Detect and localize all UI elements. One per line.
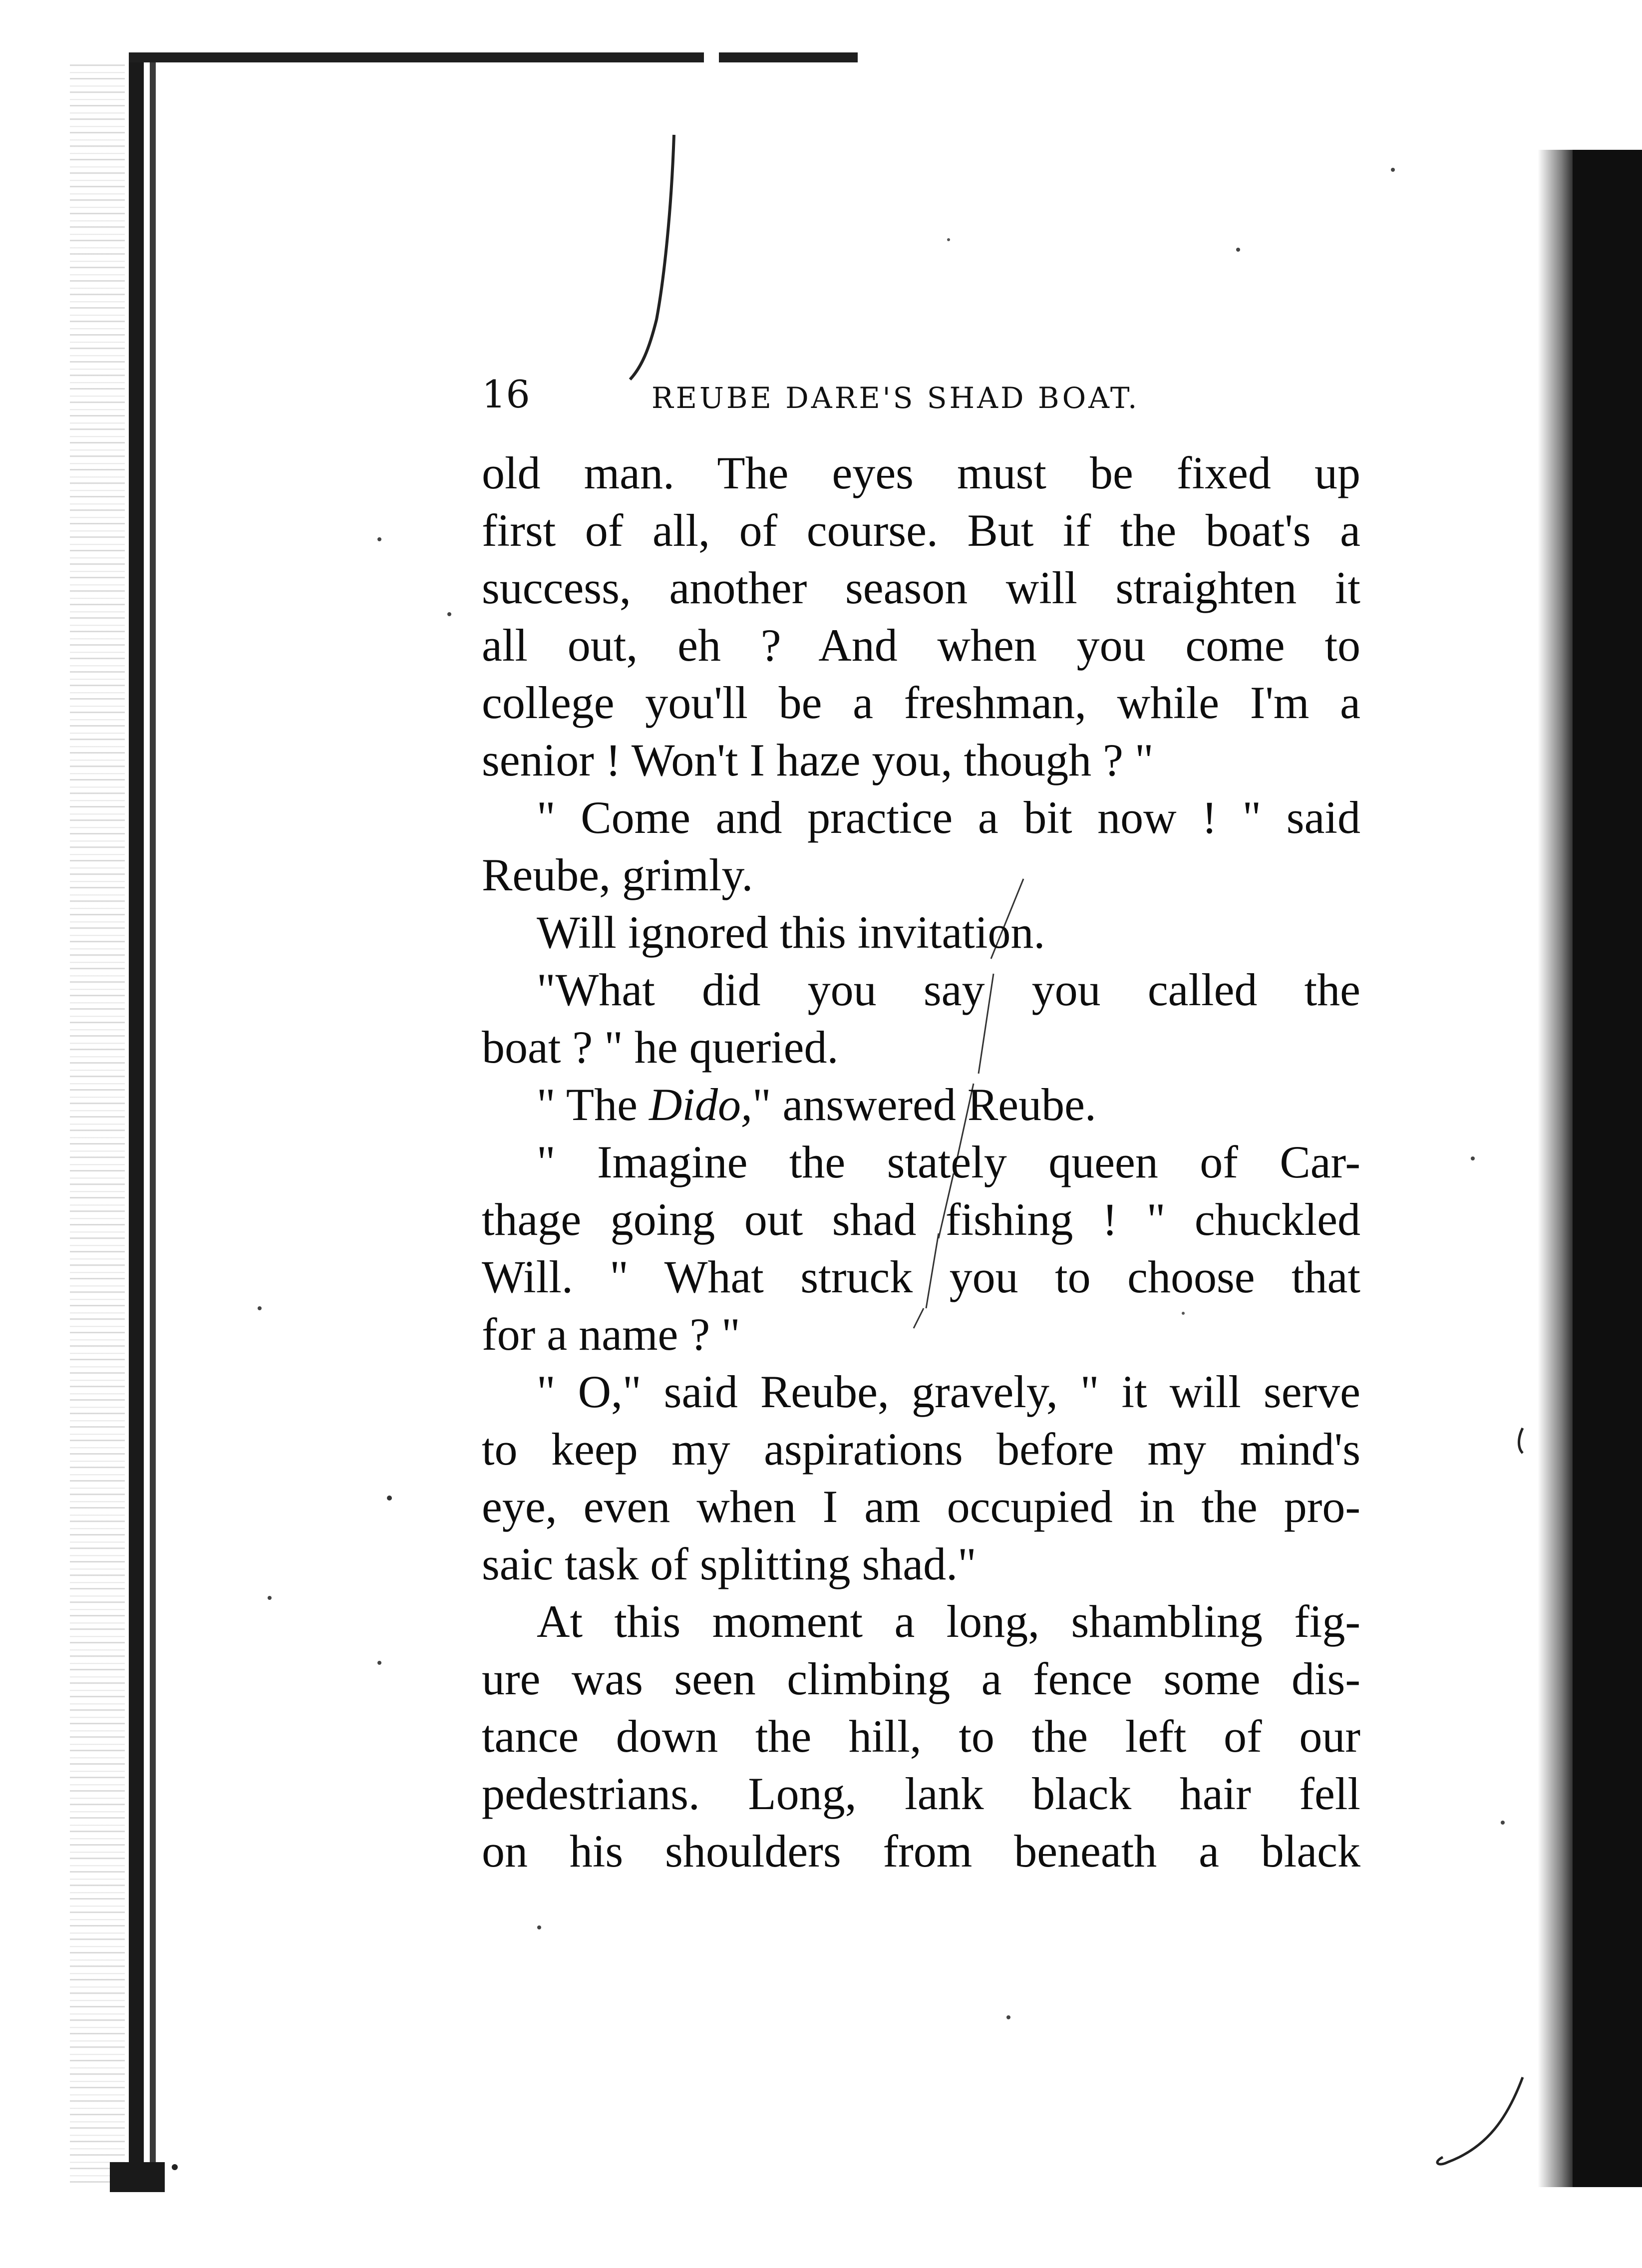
text-line: thage going out shad fishing ! " chuckled bbox=[482, 1194, 1360, 1245]
text-line: first of all, of course. But if the boat's a bbox=[482, 505, 1360, 556]
running-head bbox=[482, 370, 1380, 424]
text-line: college you'll be a freshman, while I'm a bbox=[482, 677, 1360, 728]
text-line: " Come and practice a bit now ! " said bbox=[537, 792, 1360, 843]
text-line: all out, eh ? And when you come to bbox=[482, 620, 1360, 671]
text-line: eye, even when I am occupied in the pro- bbox=[482, 1481, 1360, 1532]
text-line: Reube, grimly. bbox=[482, 849, 753, 900]
text-line: Will. " What struck you to choose that bbox=[482, 1251, 1360, 1302]
text-line: saic task of splitting shad." bbox=[482, 1538, 977, 1589]
text-line: boat ? " he queried. bbox=[482, 1022, 839, 1073]
text-line: ure was seen climbing a fence some dis- bbox=[482, 1653, 1360, 1704]
text-line: senior ! Won't I haze you, though ? " bbox=[482, 735, 1154, 785]
text-line: pedestrians. Long, lank black hair fell bbox=[482, 1768, 1360, 1819]
text-line: "What did you say you called the bbox=[537, 964, 1360, 1015]
text-line: " Imagine the stately queen of Car- bbox=[537, 1136, 1360, 1187]
text-line: At this moment a long, shambling fig- bbox=[537, 1596, 1360, 1647]
text-line: " O," said Reube, gravely, " it will serve bbox=[537, 1366, 1360, 1417]
text-line: " The Dido," answered Reube. bbox=[537, 1079, 1096, 1130]
text-line: for a name ? " bbox=[482, 1309, 740, 1360]
running-title: REUBE DARE'S SHAD BOAT. bbox=[652, 381, 1140, 415]
text-line: old man. The eyes must be fixed up bbox=[482, 447, 1360, 498]
body-text bbox=[482, 444, 1360, 1880]
pencil-stroke-top bbox=[630, 135, 674, 379]
page-number: 16 bbox=[482, 372, 530, 416]
text-line: on his shoulders from beneath a black bbox=[482, 1826, 1360, 1877]
pencil-stroke-margin-bottom bbox=[1437, 2077, 1523, 2164]
text-line: tance down the hill, to the left of our bbox=[482, 1711, 1360, 1762]
text-line: to keep my aspirations before my mind's bbox=[482, 1424, 1360, 1475]
pencil-stroke-margin-right bbox=[1519, 1428, 1523, 1453]
text-line: Will ignored this invitation. bbox=[537, 907, 1045, 958]
text-line: success, another season will straighten it bbox=[482, 562, 1360, 613]
